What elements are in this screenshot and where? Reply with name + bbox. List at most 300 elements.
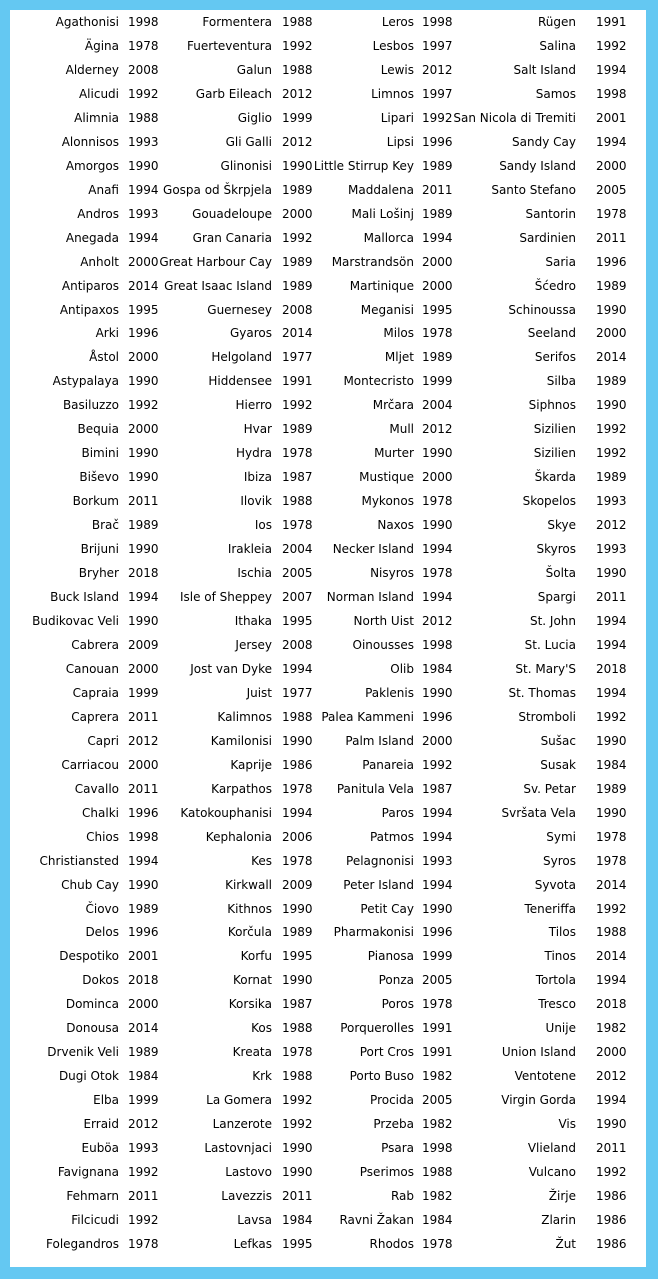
island-year: 1992 bbox=[596, 446, 627, 461]
island-name: Necker Island bbox=[332, 542, 414, 557]
island-name: Amorgos bbox=[65, 158, 119, 173]
island-name: Drvenik Veli bbox=[47, 1045, 119, 1060]
island-year: 1989 bbox=[282, 182, 313, 197]
island-name: Ponza bbox=[378, 973, 414, 988]
island-year: 1989 bbox=[596, 470, 627, 485]
island-name: Syvota bbox=[534, 877, 576, 892]
island-name: Przeba bbox=[373, 1117, 414, 1132]
island-name: Folegandros bbox=[46, 1236, 119, 1251]
island-year: 1994 bbox=[422, 590, 453, 605]
island-name: Salt Island bbox=[513, 62, 576, 77]
island-year: 2008 bbox=[128, 62, 159, 77]
island-year: 2012 bbox=[128, 1117, 159, 1132]
island-year: 1996 bbox=[128, 326, 159, 341]
island-name: Psara bbox=[381, 1141, 414, 1156]
island-name: Virgin Gorda bbox=[501, 1093, 576, 1108]
island-year: 1982 bbox=[596, 1021, 627, 1036]
island-name: Chios bbox=[86, 829, 119, 844]
island-year: 1995 bbox=[282, 614, 313, 628]
island-name: Vulcano bbox=[528, 1165, 576, 1180]
island-year: 1998 bbox=[422, 637, 453, 652]
island-name: Alderney bbox=[65, 62, 119, 77]
island-name: Katokouphanisi bbox=[180, 805, 272, 820]
island-year: 1992 bbox=[282, 230, 313, 245]
island-year: 1990 bbox=[128, 542, 159, 557]
island-name: Nisyros bbox=[370, 566, 414, 581]
island-year: 2000 bbox=[282, 206, 313, 221]
island-name: Petit Cay bbox=[360, 901, 414, 916]
island-name: Gyaros bbox=[229, 326, 272, 341]
island-name: Delos bbox=[85, 925, 119, 940]
island-year: 1990 bbox=[596, 805, 627, 820]
island-year: 1986 bbox=[282, 757, 313, 772]
island-year: 2000 bbox=[128, 254, 159, 269]
island-name: Favignana bbox=[57, 1165, 119, 1180]
island-name: Salina bbox=[539, 38, 576, 53]
island-year: 1993 bbox=[422, 853, 453, 868]
island-name: Norman Island bbox=[326, 590, 414, 605]
island-year: 1984 bbox=[596, 757, 627, 772]
island-year: 1986 bbox=[596, 1236, 627, 1251]
island-year: 1994 bbox=[596, 1093, 627, 1108]
island-name: Paklenis bbox=[365, 685, 414, 700]
island-year: 1988 bbox=[282, 62, 313, 77]
island-name: Silba bbox=[546, 374, 576, 389]
island-name: Alonnisos bbox=[61, 134, 119, 149]
island-year: 1989 bbox=[596, 278, 627, 293]
island-name: Siphnos bbox=[528, 398, 576, 413]
island-name: Mustique bbox=[359, 470, 414, 485]
island-year: 1991 bbox=[596, 15, 627, 29]
island-year: 1994 bbox=[596, 614, 627, 628]
island-year: 1990 bbox=[596, 398, 627, 413]
island-year: 1977 bbox=[282, 685, 313, 700]
island-year: 2000 bbox=[596, 1045, 627, 1060]
island-name: Elba bbox=[93, 1093, 119, 1108]
island-year: 1988 bbox=[282, 15, 313, 29]
island-name: Erraid bbox=[83, 1117, 119, 1132]
island-year: 1996 bbox=[596, 254, 627, 269]
island-year: 1992 bbox=[128, 1213, 159, 1227]
island-name: Gospa od Škrpjela bbox=[163, 182, 272, 197]
island-year: 1984 bbox=[128, 1069, 159, 1084]
island-year: 1990 bbox=[422, 901, 453, 916]
island-year: 1994 bbox=[282, 661, 313, 676]
island-name: Syros bbox=[543, 853, 576, 868]
island-name: Porquerolles bbox=[340, 1021, 414, 1036]
island-year: 1982 bbox=[422, 1117, 453, 1132]
island-year: 1990 bbox=[596, 733, 627, 748]
island-name: Lesbos bbox=[372, 38, 414, 53]
island-year: 1988 bbox=[282, 709, 313, 724]
island-name: Santo Stefano bbox=[491, 182, 576, 197]
island-year: 1989 bbox=[128, 518, 159, 533]
island-name: Vlieland bbox=[527, 1141, 576, 1156]
island-year: 1990 bbox=[282, 973, 313, 988]
island-name: Little Stirrup Key bbox=[313, 158, 414, 173]
island-year: 2000 bbox=[596, 158, 627, 173]
island-year: 1989 bbox=[596, 374, 627, 389]
island-year: 1990 bbox=[128, 877, 159, 892]
island-name: Šolta bbox=[545, 566, 576, 581]
island-name: Cavallo bbox=[74, 781, 119, 796]
island-year: 1993 bbox=[128, 206, 159, 221]
island-year: 1978 bbox=[596, 206, 627, 221]
island-year: 1991 bbox=[282, 374, 313, 389]
island-name: Bryher bbox=[78, 566, 119, 581]
island-year: 1987 bbox=[422, 781, 453, 796]
island-name: Ilovik bbox=[240, 494, 272, 509]
island-name: Capraia bbox=[72, 685, 119, 700]
island-name: Borkum bbox=[72, 494, 119, 509]
island-name: Peter Island bbox=[343, 877, 414, 892]
island-name: Ventotene bbox=[514, 1069, 576, 1084]
island-name: Stromboli bbox=[518, 709, 576, 724]
island-year: 2005 bbox=[282, 566, 313, 581]
island-year: 2012 bbox=[422, 62, 453, 77]
island-name: Patmos bbox=[369, 829, 414, 844]
island-name: Sandy Cay bbox=[512, 134, 576, 149]
island-name: Žut bbox=[555, 1236, 576, 1251]
island-name: Čiovo bbox=[85, 901, 119, 916]
island-name: Korsika bbox=[228, 997, 272, 1012]
island-name: Garb Eileach bbox=[195, 86, 272, 101]
island-name: Kirkwall bbox=[225, 877, 272, 892]
island-year: 1990 bbox=[596, 302, 627, 317]
island-year: 2012 bbox=[282, 86, 313, 101]
island-year: 2001 bbox=[128, 949, 159, 964]
island-name: Susak bbox=[540, 757, 576, 772]
island-name: Capri bbox=[87, 733, 119, 748]
island-year: 1990 bbox=[128, 614, 159, 628]
island-name: Montecristo bbox=[343, 374, 414, 389]
island-year: 2005 bbox=[596, 182, 627, 197]
island-name: Limnos bbox=[371, 86, 414, 101]
island-name: Skyros bbox=[536, 542, 576, 557]
island-name: Rhodos bbox=[369, 1236, 414, 1251]
island-year: 2008 bbox=[282, 302, 313, 317]
island-name: Mrčara bbox=[372, 398, 414, 413]
island-name: Donousa bbox=[66, 1021, 119, 1036]
island-name: Sizilien bbox=[533, 422, 576, 437]
island-year: 1994 bbox=[128, 853, 159, 868]
island-year: 2012 bbox=[128, 733, 159, 748]
island-year: 1988 bbox=[282, 1069, 313, 1084]
island-year: 1992 bbox=[282, 38, 313, 53]
island-year: 1990 bbox=[128, 446, 159, 461]
island-year: 2011 bbox=[128, 494, 159, 509]
island-name: Great Isaac Island bbox=[164, 278, 272, 293]
island-year: 1994 bbox=[128, 230, 159, 245]
island-year: 1994 bbox=[596, 685, 627, 700]
island-year: 1992 bbox=[422, 110, 453, 125]
island-year: 2018 bbox=[128, 973, 159, 988]
island-year: 2006 bbox=[282, 829, 313, 844]
island-name: Naxos bbox=[377, 518, 414, 533]
island-name: Kornat bbox=[233, 973, 272, 988]
island-year: 1986 bbox=[596, 1213, 627, 1227]
island-name: Procida bbox=[370, 1093, 414, 1108]
island-year: 1978 bbox=[282, 781, 313, 796]
island-name: Kephalonia bbox=[205, 829, 272, 844]
island-name: Rügen bbox=[537, 15, 576, 29]
island-name: Caprera bbox=[71, 709, 119, 724]
island-year: 1984 bbox=[422, 661, 453, 676]
island-name: Formentera bbox=[202, 15, 272, 29]
island-name: Helgoland bbox=[211, 350, 272, 365]
island-name: Buck Island bbox=[50, 590, 119, 605]
island-year: 1994 bbox=[422, 829, 453, 844]
island-name: San Nicola di Tremiti bbox=[453, 110, 576, 125]
island-year: 1994 bbox=[596, 62, 627, 77]
island-year: 1992 bbox=[596, 1165, 627, 1180]
island-name: Biševo bbox=[79, 470, 119, 485]
island-name: Pharmakonisi bbox=[333, 925, 414, 940]
island-year: 2014 bbox=[282, 326, 313, 341]
island-name: Škarda bbox=[534, 470, 576, 485]
island-name: Panitula Vela bbox=[336, 781, 414, 796]
island-name: Kalimnos bbox=[217, 709, 272, 724]
island-name: Paros bbox=[381, 805, 414, 820]
island-year: 1992 bbox=[128, 1165, 159, 1180]
island-year: 1999 bbox=[282, 110, 313, 125]
island-name: Spargi bbox=[537, 590, 576, 605]
island-year: 1982 bbox=[422, 1189, 453, 1204]
island-name: La Gomera bbox=[206, 1093, 272, 1108]
island-name: Kos bbox=[251, 1021, 272, 1036]
island-name: Pelagnonisi bbox=[346, 853, 414, 868]
island-name: Basiluzzo bbox=[62, 398, 119, 413]
island-year: 2012 bbox=[282, 134, 313, 149]
island-year: 1995 bbox=[282, 949, 313, 964]
island-year: 2011 bbox=[128, 1189, 159, 1204]
island-name: Lanzerote bbox=[212, 1117, 272, 1132]
island-year: 1994 bbox=[128, 590, 159, 605]
island-name: Cabrera bbox=[71, 637, 119, 652]
island-year: 1988 bbox=[282, 494, 313, 509]
island-year: 1998 bbox=[128, 829, 159, 844]
island-name: Dugi Otok bbox=[58, 1069, 119, 1084]
island-year: 1990 bbox=[282, 1141, 313, 1156]
island-year: 2004 bbox=[282, 542, 313, 557]
island-name: Galun bbox=[236, 62, 272, 77]
island-name: Kaprije bbox=[230, 757, 272, 772]
island-name: Jersey bbox=[235, 637, 272, 652]
island-year: 2000 bbox=[422, 470, 453, 485]
island-year: 1994 bbox=[422, 230, 453, 245]
island-year: 2000 bbox=[422, 733, 453, 748]
island-name: Zlarin bbox=[541, 1213, 576, 1227]
island-year: 1993 bbox=[128, 1141, 159, 1156]
island-name: Mull bbox=[389, 422, 414, 437]
island-year: 1995 bbox=[422, 302, 453, 317]
island-year: 1999 bbox=[128, 1093, 159, 1108]
island-name: Glinonisi bbox=[220, 158, 272, 173]
island-name: Juist bbox=[246, 685, 272, 700]
island-year: 1990 bbox=[282, 901, 313, 916]
island-name: St. Lucia bbox=[524, 637, 576, 652]
island-year: 1988 bbox=[422, 1165, 453, 1180]
island-list-page bbox=[10, 10, 646, 1267]
island-name: Skye bbox=[547, 518, 576, 533]
island-name: Leros bbox=[381, 15, 414, 29]
island-name: Sizilien bbox=[533, 446, 576, 461]
island-year: 2005 bbox=[422, 1093, 453, 1108]
island-year: 2012 bbox=[596, 1069, 627, 1084]
island-year: 1989 bbox=[128, 1045, 159, 1060]
island-name: Canouan bbox=[65, 661, 119, 676]
island-name: Skopelos bbox=[522, 494, 576, 509]
island-year: 1997 bbox=[422, 38, 453, 53]
island-year: 2018 bbox=[128, 566, 159, 581]
island-year: 1990 bbox=[128, 158, 159, 173]
island-year: 2011 bbox=[128, 709, 159, 724]
island-name: North Uist bbox=[353, 614, 414, 628]
island-year: 1995 bbox=[282, 1236, 313, 1251]
island-year: 2012 bbox=[596, 518, 627, 533]
island-name: Brač bbox=[91, 518, 119, 533]
island-name: Karpathos bbox=[211, 781, 272, 796]
island-year: 1978 bbox=[422, 326, 453, 341]
island-year: 1994 bbox=[128, 182, 159, 197]
island-name: Krk bbox=[252, 1069, 272, 1084]
island-year: 1978 bbox=[282, 853, 313, 868]
island-year: 2008 bbox=[282, 637, 313, 652]
island-name: Kamilonisi bbox=[210, 733, 272, 748]
island-year: 1989 bbox=[422, 350, 453, 365]
island-name: Mali Lošinj bbox=[351, 206, 414, 221]
island-year: 2007 bbox=[282, 590, 313, 605]
island-name: Tinos bbox=[544, 949, 576, 964]
island-name: Marstrandsön bbox=[331, 254, 414, 269]
island-year: 1994 bbox=[596, 637, 627, 652]
island-name: Alicudi bbox=[78, 86, 119, 101]
island-year: 1986 bbox=[596, 1189, 627, 1204]
island-year: 1978 bbox=[128, 38, 159, 53]
island-year: 1992 bbox=[128, 86, 159, 101]
island-name: Tilos bbox=[548, 925, 576, 940]
island-name: Ravni Žakan bbox=[339, 1213, 414, 1227]
island-year: 2009 bbox=[128, 637, 159, 652]
island-year: 1992 bbox=[596, 901, 627, 916]
island-name: Rab bbox=[390, 1189, 414, 1204]
island-name: Korčula bbox=[227, 925, 272, 940]
island-year: 2018 bbox=[596, 997, 627, 1012]
island-year: 1989 bbox=[282, 925, 313, 940]
island-year: 1999 bbox=[422, 949, 453, 964]
island-year: 1992 bbox=[282, 1117, 313, 1132]
island-year: 1997 bbox=[422, 86, 453, 101]
island-name: Euböa bbox=[81, 1141, 119, 1156]
island-name: Pserimos bbox=[359, 1165, 414, 1180]
island-year: 1988 bbox=[282, 1021, 313, 1036]
island-year: 1992 bbox=[282, 398, 313, 413]
island-name: Sušac bbox=[540, 733, 576, 748]
island-year: 1989 bbox=[282, 278, 313, 293]
island-name: Maddalena bbox=[348, 182, 414, 197]
island-year: 1978 bbox=[128, 1236, 159, 1251]
island-year: 1990 bbox=[128, 374, 159, 389]
island-name: Anegada bbox=[65, 230, 119, 245]
island-name: Gouadeloupe bbox=[192, 206, 272, 221]
island-name: Tortola bbox=[535, 973, 576, 988]
island-year: 2000 bbox=[422, 254, 453, 269]
island-name: Ios bbox=[254, 518, 272, 533]
island-name: Chub Cay bbox=[61, 877, 119, 892]
island-name: Lavezzis bbox=[221, 1189, 272, 1204]
island-name: Antipaxos bbox=[59, 302, 119, 317]
island-name: Seeland bbox=[527, 326, 576, 341]
island-year: 1994 bbox=[422, 805, 453, 820]
island-year: 2011 bbox=[596, 590, 627, 605]
island-name: Serifos bbox=[534, 350, 576, 365]
island-year: 1993 bbox=[128, 134, 159, 149]
island-name: Olib bbox=[390, 661, 414, 676]
island-name: Chalki bbox=[82, 805, 119, 820]
island-name: Svršata Vela bbox=[501, 805, 576, 820]
island-year: 1996 bbox=[128, 805, 159, 820]
island-year: 1989 bbox=[282, 254, 313, 269]
island-name: Lastovo bbox=[225, 1165, 272, 1180]
island-name: Teneriffa bbox=[524, 901, 576, 916]
island-year: 2011 bbox=[596, 1141, 627, 1156]
island-year: 1993 bbox=[596, 542, 627, 557]
island-year: 1998 bbox=[422, 15, 453, 29]
island-name: Murter bbox=[374, 446, 414, 461]
island-year: 2014 bbox=[128, 278, 159, 293]
island-year: 2000 bbox=[128, 757, 159, 772]
island-year: 2012 bbox=[422, 422, 453, 437]
island-name: Tresco bbox=[538, 997, 576, 1012]
island-name: Lipari bbox=[380, 110, 414, 125]
island-year: 1993 bbox=[596, 494, 627, 509]
island-name: Ägina bbox=[84, 38, 119, 53]
island-name: Lastovnjaci bbox=[204, 1141, 272, 1156]
island-name: Unije bbox=[545, 1021, 576, 1036]
island-year: 1990 bbox=[422, 518, 453, 533]
island-name: Lewis bbox=[380, 62, 414, 77]
island-name: Ithaka bbox=[234, 614, 272, 628]
island-year: 2014 bbox=[596, 877, 627, 892]
island-year: 1978 bbox=[422, 494, 453, 509]
island-name: Gli Galli bbox=[225, 134, 272, 149]
island-name: Šćedro bbox=[534, 278, 576, 293]
island-name: Alimnia bbox=[74, 110, 119, 125]
island-name: Port Cros bbox=[359, 1045, 414, 1060]
island-year: 1990 bbox=[282, 733, 313, 748]
island-name: Filcicudi bbox=[71, 1213, 119, 1227]
island-name: Mljet bbox=[384, 350, 414, 365]
island-year: 1994 bbox=[596, 973, 627, 988]
island-year: 1990 bbox=[282, 158, 313, 173]
island-name: Åstol bbox=[89, 350, 119, 365]
island-year: 2009 bbox=[282, 877, 313, 892]
island-name: Fehmarn bbox=[66, 1189, 119, 1204]
island-name: Bimini bbox=[81, 446, 119, 461]
island-name: Poros bbox=[381, 997, 414, 1012]
island-year: 1990 bbox=[422, 446, 453, 461]
island-year: 1992 bbox=[128, 398, 159, 413]
island-year: 2000 bbox=[128, 422, 159, 437]
island-year: 1982 bbox=[422, 1069, 453, 1084]
island-year: 1990 bbox=[596, 1117, 627, 1132]
island-name: Agathonisi bbox=[55, 15, 119, 29]
island-name: Santorin bbox=[525, 206, 576, 221]
island-name: Korfu bbox=[240, 949, 272, 964]
island-year: 1992 bbox=[596, 422, 627, 437]
island-name: Mykonos bbox=[361, 494, 414, 509]
island-name: Fuerteventura bbox=[187, 38, 272, 53]
